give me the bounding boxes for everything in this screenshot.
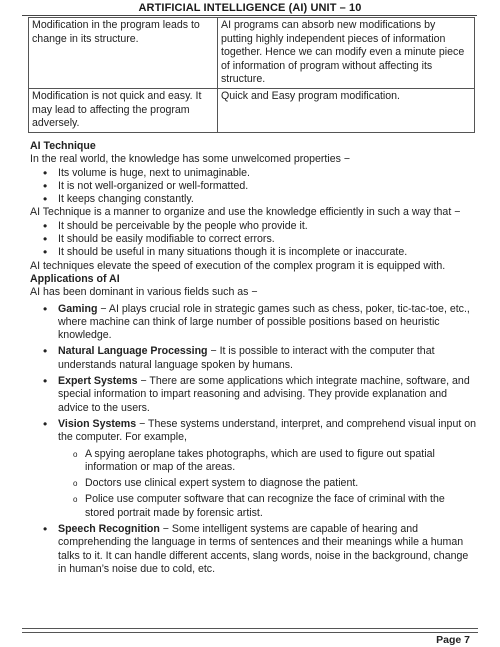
term: Speech Recognition [58, 523, 160, 536]
list-item: • It should be perceivable by the people who provide it. [30, 220, 476, 233]
list-item: • It is not well-organized or well-formatted. [30, 180, 476, 193]
paragraph: In the real world, the knowledge has some unwelcomed properties − [30, 153, 351, 166]
list-item [30, 523, 476, 576]
description: − These systems understand, interpret, and comprehend visual input on the computer. For example, [58, 417, 477, 444]
section-heading-ai-technique: AI Technique [30, 140, 96, 152]
list-item [30, 345, 476, 372]
description: − There are some applications which integrate machine, software, and special information to impart reasoning and advising. They provide explanation and advice to the users. [58, 375, 470, 414]
properties-list [30, 167, 476, 207]
description: − Some intelligent systems are capable of hearing and comprehending the language in terms of sentences and their meanings while a human talks to it. It can handle different accents, slang words, noise in the background, change in human’s noise due to cold, etc. [58, 523, 469, 575]
term: Expert Systems [58, 375, 138, 388]
criteria-list [30, 220, 476, 260]
comparison-table [28, 17, 475, 133]
list-item [30, 418, 476, 520]
description: − It is possible to interact with the computer that understands natural language spoken by humans. [58, 345, 435, 371]
paragraph: AI has been dominant in various fields such as − [30, 286, 258, 299]
paragraph: AI techniques elevate the speed of execution of the complex program it is equipped with. [30, 259, 446, 272]
list-item: • It keeps changing constantly. [30, 193, 476, 206]
term: Natural Language Processing [58, 345, 208, 358]
description: − AI plays crucial role in strategic games such as chess, poker, tic-tac-toe, etc., where machine can think of large number of possible positions based on heuristic knowledge. [58, 302, 470, 342]
sub-list-item: o Doctors use clinical expert system to diagnose the patient. [58, 477, 476, 490]
table-row [29, 18, 475, 89]
list-item: • It should be useful in many situations though it is incomplete or inaccurate. [30, 246, 476, 259]
page-header-title: ARTIFICIAL INTELLIGENCE (AI) UNIT – 10 [138, 2, 362, 14]
page-number: Page 7 [436, 634, 470, 646]
paragraph: AI Technique is a manner to organize and use the knowledge efficiently in such a way that − [30, 206, 461, 219]
list-item: • Its volume is huge, next to unimaginable. [30, 167, 476, 180]
list-item [30, 303, 476, 343]
list-item: • It should be easily modifiable to correct errors. [30, 233, 476, 246]
section-heading-applications: Applications of AI [30, 272, 120, 285]
table-row [29, 88, 475, 132]
applications-list [30, 303, 476, 577]
footer-divider [22, 628, 478, 633]
main-content [30, 140, 476, 576]
sub-list-item: o A spying aeroplane takes photographs, which are used to figure out spatial information or map of the areas. [58, 448, 476, 475]
vision-examples-list [58, 448, 476, 520]
table-cell: Modification is not quick and easy. It may lead to affecting the program adversely. [29, 88, 218, 132]
term: Gaming [58, 302, 98, 315]
term: Vision Systems [58, 417, 137, 430]
sub-list-item: o Police use computer software that can recognize the face of criminal with the stored portrait made by forensic artist. [58, 493, 476, 520]
table-cell: Modification in the program leads to change in its structure. [29, 18, 218, 89]
table-cell: AI programs can absorb new modifications by putting highly independent pieces of information together. Hence we can modify even a minute piece of information of program without affecting its structure. [218, 18, 475, 89]
table-cell: Quick and Easy program modification. [218, 88, 475, 132]
header-divider [22, 15, 477, 16]
list-item [30, 375, 476, 415]
